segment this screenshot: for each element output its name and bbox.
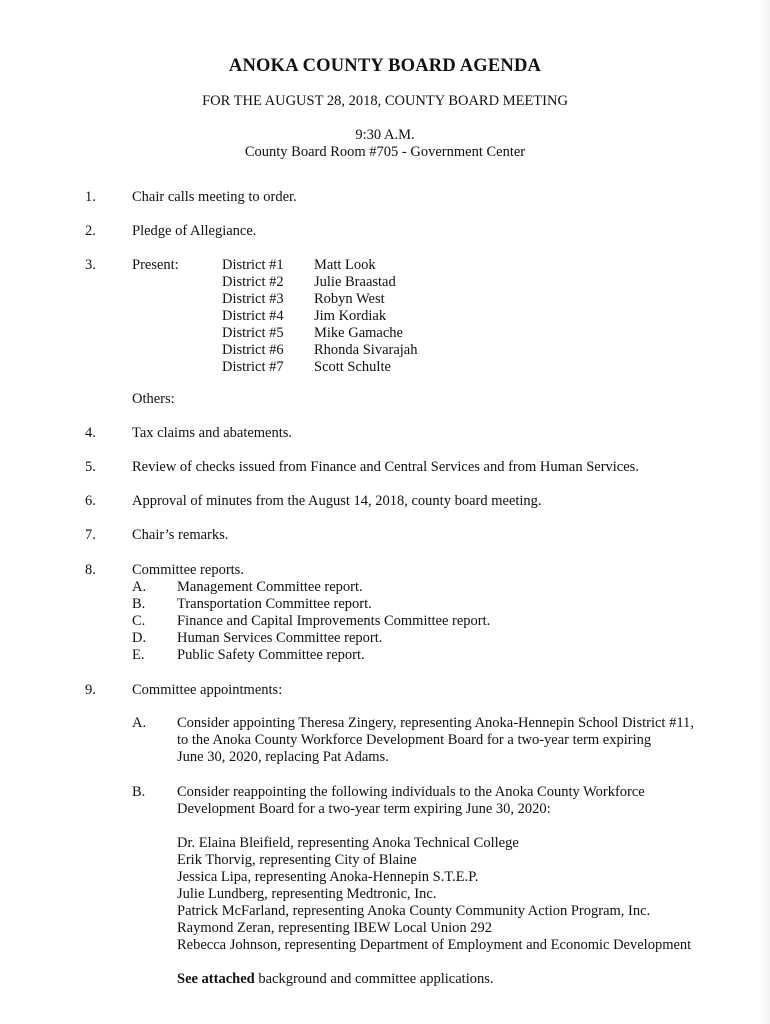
commissioner-name: Mike Gamache <box>314 325 403 341</box>
item-text: Committee appointments: <box>132 682 283 698</box>
sub-item-text: Human Services Committee report. <box>177 630 383 646</box>
sub-letter: B. <box>132 596 146 612</box>
commissioner-name: Julie Braastad <box>314 274 396 290</box>
item-text: Approval of minutes from the August 14, 2018, county board meeting. <box>132 493 542 509</box>
item-number: 4. <box>85 425 96 441</box>
appointment-line: Development Board for a two-year term expiring June 30, 2020: <box>177 801 551 817</box>
sub-letter: E. <box>132 647 145 663</box>
see-attached-note <box>177 971 494 988</box>
appointment-line: Consider reappointing the following individuals to the Anoka County Workforce <box>177 784 645 800</box>
item-number: 9. <box>85 682 96 698</box>
sub-letter: C. <box>132 613 146 629</box>
appointment-line: to the Anoka County Workforce Development Board for a two-year term expiring <box>177 732 652 748</box>
appointment-line: June 30, 2020, replacing Pat Adams. <box>177 749 389 765</box>
item-text: Review of checks issued from Finance and Central Services and from Human Services. <box>132 459 639 475</box>
item-text: Pledge of Allegiance. <box>132 223 257 239</box>
roll-label: Present: <box>132 257 179 273</box>
item-number: 7. <box>85 527 96 543</box>
district-label: District #4 <box>222 308 284 324</box>
see-attached-emphasis: See attached <box>177 971 255 987</box>
sub-item-text: Finance and Capital Improvements Committee report. <box>177 613 491 629</box>
commissioner-name: Jim Kordiak <box>314 308 387 324</box>
meeting-subtitle: FOR THE AUGUST 28, 2018, COUNTY BOARD MEETING <box>202 93 568 109</box>
appointment-line: Consider appointing Theresa Zingery, representing Anoka-Hennepin School District #11, <box>177 715 694 731</box>
sub-item-text: Public Safety Committee report. <box>177 647 365 663</box>
sub-letter: A. <box>132 715 147 731</box>
page-title: ANOKA COUNTY BOARD AGENDA <box>228 56 542 76</box>
appointee: Erik Thorvig, representing City of Blaine <box>177 852 417 868</box>
district-label: District #2 <box>222 274 284 290</box>
appointee: Raymond Zeran, representing IBEW Local Union 292 <box>177 920 493 936</box>
item-text: Chair calls meeting to order. <box>132 189 297 205</box>
see-attached-rest: background and committee applications. <box>254 971 494 987</box>
appointee: Patrick McFarland, representing Anoka County Community Action Program, Inc. <box>177 903 651 919</box>
district-label: District #3 <box>222 291 284 307</box>
item-text: Chair’s remarks. <box>132 527 229 543</box>
item-number: 2. <box>85 223 96 239</box>
sub-item-text: Management Committee report. <box>177 579 363 595</box>
sub-letter: B. <box>132 784 146 800</box>
item-number: 6. <box>85 493 96 509</box>
item-number: 3. <box>85 257 96 273</box>
commissioner-name: Robyn West <box>314 291 385 307</box>
meeting-time: 9:30 A.M. <box>355 127 415 143</box>
meeting-location: County Board Room #705 - Government Center <box>244 144 526 160</box>
commissioner-name: Scott Schulte <box>314 359 391 375</box>
others-label: Others: <box>132 391 175 407</box>
commissioner-name: Rhonda Sivarajah <box>314 342 418 358</box>
sub-letter: A. <box>132 579 147 595</box>
district-label: District #1 <box>222 257 284 273</box>
district-label: District #5 <box>222 325 284 341</box>
item-number: 1. <box>85 189 96 205</box>
district-label: District #6 <box>222 342 284 358</box>
appointee: Dr. Elaina Bleifield, representing Anoka Technical College <box>177 835 519 851</box>
sub-item-text: Transportation Committee report. <box>177 596 372 612</box>
district-label: District #7 <box>222 359 284 375</box>
item-text: Committee reports. <box>132 562 244 578</box>
sub-letter: D. <box>132 630 147 646</box>
item-number: 8. <box>85 562 96 578</box>
commissioner-name: Matt Look <box>314 257 376 273</box>
item-text: Tax claims and abatements. <box>132 425 293 441</box>
appointee: Julie Lundberg, representing Medtronic, Inc. <box>177 886 437 902</box>
appointee: Rebecca Johnson, representing Department of Employment and Economic Development <box>177 937 692 953</box>
item-number: 5. <box>85 459 96 475</box>
appointee: Jessica Lipa, representing Anoka-Hennepin S.T.E.P. <box>177 869 479 885</box>
